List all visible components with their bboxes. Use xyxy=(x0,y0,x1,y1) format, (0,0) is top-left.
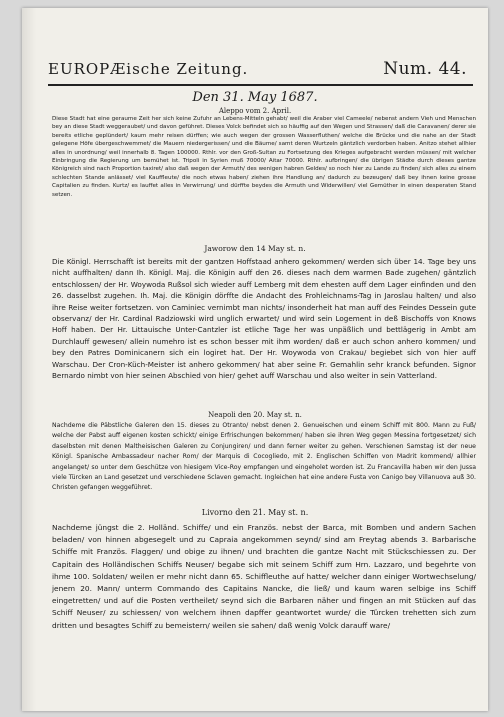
issue-date: Den 31. May 1687. xyxy=(192,90,318,105)
article-livorno: Nachdeme jüngst die 2. Holländ. Schiffe/ und ein Französ. nebst der Barca, mit Bomben und andern Sachen beladen/ von hinnen abgesegelt und zu Capraia angekommen seynd/ sind am Freytag abends 3. Barbarische Schiffe mit Französ. Flaggen/ und obige zu ihnen/ und brachten die gantze Nacht mit Stückschiessen zu. Der Capitain des Holländischen Schiffs Neuser/ begabe sich mit seinem Schiff zum Hrn. Lazzaro, und begehrte von ihme 100. Soldaten/ weilen er mehr nicht dann 65. Schiffleuthe auf hatte/ welcher dann einiger Wortwechselung/ jenem 20. Mann/ unterm Commando des Capitains Nancke, die ließ/ und kaum waren selbige ins Schiff eingetretten/ und auf die Posten vertheilet/ seynd sich die Barbaren näher und fingen an mit Stücken auf das Schiff Neuser/ zu schiessen/ von welchem ihnen dapffer geantwortet wurde/ die Türcken trehetten sich zum dritten und besagtes Schiff zu bemeistern/ weilen sie sahen/ daß wenig Volck darauff ware/ xyxy=(52,523,476,630)
article-jaworow: Die Königl. Herrschafft ist bereits mit der gantzen Hoffstaad anhero gekommen/ werden sich über 14. Tage bey uns nicht auffhalten/ dann Ih. Königl. Maj. die Königin auff den 26. dieses nach dem warmen Bade zugehen/ gäntzlich entschlossen/ der Hr. Woywoda Rußsol sich wieder auff Lemberg mit dem ehesten auff dem Lager einfinden und den 26. dasselbst zugehen. Ih. Maj. die Königin dörffte die Andacht des Frohleichnams-Tag in Jaroslau halten/ und also ihre Reise weiter fortsetzen. von Caminiec vernimbt man nichts/ insonderheit hat man auff des Feindes Dessein gute observanz/ der Hr. Cardinal Radziowski wird unglich erwartet/ und wird sein Logement in deß Bischoffs von Knows Hoff haben. Der Hr. Littauische Unter-Cantzler ist etliche Tage her was unpäßlich und bettlägerig in Ambt am Durchlauff gewesen/ allein numehro ist es schon besser mit ihm worden/ daß er auch schon anhero kommen/ und bey den Patres Dominicanern sich ein logiret hat. Der Hr. Woywoda von Crakau/ begiebet sich von hier auff Warschau. Der Cron-Küch-Meister ist anhero gekommen/ hat aber seine Fr. Gemahlin sehr kranck befunden. Signor Bernardo nimbt von hier seinen Abschied von hier/ gehet auff Warschau und also weiter in sein Vatterland. xyxy=(52,257,476,381)
article-neapoli: Nachdeme die Päbstliche Galeren den 15. dieses zu Otranto/ nebst denen 2. Genueischen und einem Schiff mit 800. Mann zu Fuß/ welche der Pabst auff eigenen kosten schickt/ einige Erfrischungen bekommen/ haben sie ihren Weg gegen Messina fortgesetzet/ sich daselbsten mit denen Maltheisischen Galeren zu Conjungiren/ und dann ferner weiter zu gehen. Verschienen Samstag ist der neue Königl. Spanische Ambassadeur nacher Rom/ der Marquis di Cocogliedo, mit 2. Englischen Schiffen von Madrit kommend/ allhier angelanget/ so unter dem Geschütze von hiesigem Vice-Roy empfangen und eingeholet worden ist. Zu Francavilla haben wir den Jussa viele Türcken an Land gesetzet und verschiedene Sclaven gemacht. Ingleichen hat eine andere Fusta von Canigo bey Villanuova auß 30. Christen gefangen weggeführet. xyxy=(52,422,476,492)
section-dateline-livorno: Livorno den 21. May st. n. xyxy=(201,508,309,517)
masthead xyxy=(48,58,473,86)
section-dateline-aleppo: Aleppo vom 2. April. xyxy=(218,107,292,115)
section-dateline-neapoli: Neapoli den 20. May st. n. xyxy=(208,411,302,419)
newspaper-page xyxy=(22,8,488,711)
issue-number: Num. 44. xyxy=(383,59,467,79)
newspaper-title: EUROPÆische Zeitung. xyxy=(48,60,249,78)
section-dateline-jaworow: Jaworow den 14 May st. n. xyxy=(204,244,306,253)
article-aleppo: Diese Stadt hat eine geraume Zeit her sich keine Zufuhr an Lebens-Mitteln gehabt/ weil die Araber viel Cameele/ nebenst andern Vieh und Menschen bey an diese Stadt weggeraubet/ und davon geführet. Dieses Volck befindet sich so häuffig auf den Wegen und Strassen/ daß die Caravanen/ derer sie bereits etliche geplündert/ kaum mehr reisen dürffen; wie auch wegen der grossen Wasserfluthen/ welche die Brücke und die nahe an der Stadt gelegene Höfe übergeschwemmet/ die Mauern niedergerissen/ und die Bäume/ samt deren Wurtzeln gäntzlich verdorben haben. Anitzo stehet allhier alles in unordnung/ weil innerhalb 8. Tagen 100000. Rthlr. vor den Groß-Sultan zu Fortsetzung des Krieges aufgebracht werden müssen/ mit welcher Einbringung die Regierung um bemühet ist. Tripoli in Syrien muß 70000/ Aitar 70000. Rthlr. aufbringen/ die übrigen Städte durch dieses gantze Königreich sind nach Proportion taxiret/ also daß wegen der Armuth/ des wenigen habren Geldes/ so noch hier zu Lande zu finden/ sich alles zu einem schlechten Stande anlässet/ viel Kauffleute/ die noch etwas haben/ ziehen ihre Handlung an/ dadurch zu bezeugen/ daß bey ihnen keine grosse Capitalien zu finden. Kurtz/ es lauffet alles in Verwirrung/ und dürffte beydes die Armuth und Widerwillen/ viel Gemüther in einen desperaten Stand setzen. xyxy=(52,116,476,198)
